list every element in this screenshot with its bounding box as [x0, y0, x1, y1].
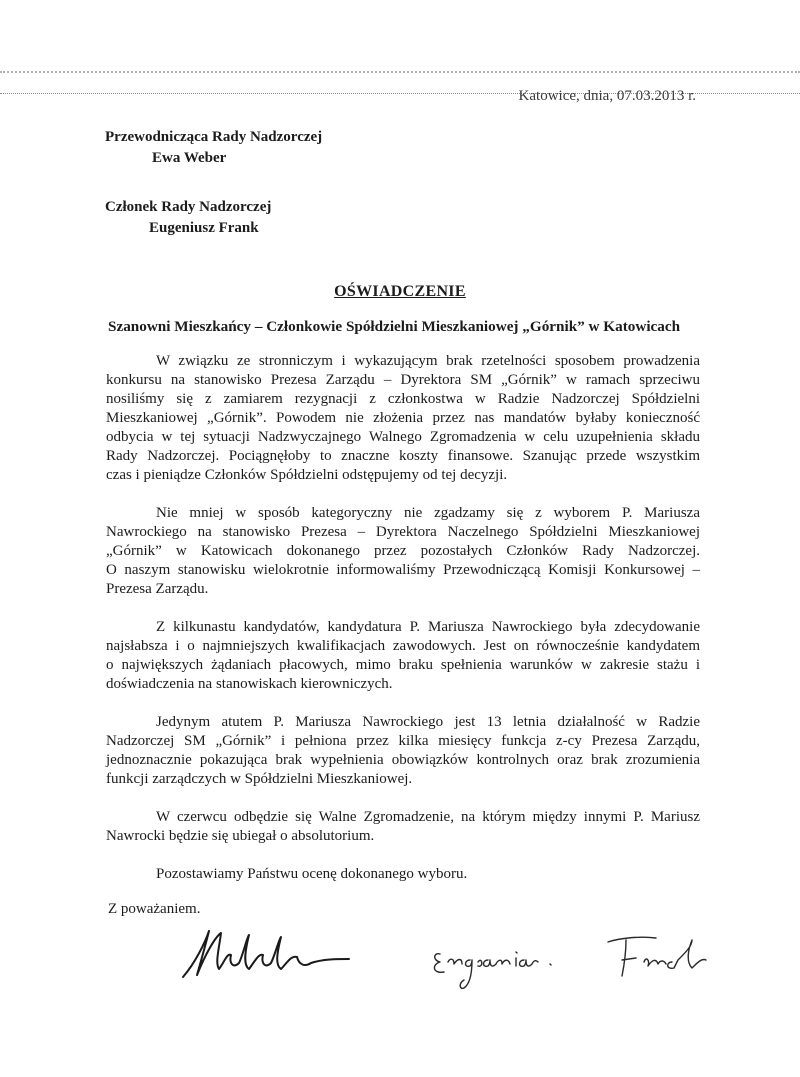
- paragraph-line: Nie mniej w sposób kategoryczny nie zgadzamy się z wyborem P. Mariusza: [156, 505, 700, 521]
- body-paragraph: [106, 865, 700, 884]
- addressee-name: Ewa Weber: [152, 150, 227, 166]
- paragraph-line: O naszym stanowisku wielokrotnie informowaliśmy Przewodniczącą Komisji Konkursowej –: [106, 562, 700, 578]
- paragraph-line: odbycia w tej sytuacji Nadzwyczajnego Walnego Zgromadzenia w celu uzupełnienia składu: [106, 429, 700, 445]
- document-title: OŚWIADCZENIE: [334, 283, 466, 300]
- paragraph-line: Prezesa Zarządu.: [106, 581, 209, 597]
- addressee-name: Eugeniusz Frank: [149, 220, 259, 236]
- paragraph-line: doświadczenia na stanowiskach kierowniczych.: [106, 676, 393, 692]
- addressee-member: [105, 197, 271, 239]
- body-paragraph: [106, 352, 700, 485]
- paragraph-line: nosiliśmy się z zamiarem rezygnacji z członkostwa w Radzie Nadzorczej Spółdzielni: [106, 391, 700, 407]
- body-paragraph: [106, 713, 700, 789]
- paragraph-line: Jedynym atutem P. Mariusza Nawrockiego jest 13 letnia działalność w Radzie: [156, 714, 700, 730]
- paragraph-line: Pozostawiamy Państwu ocenę dokonanego wyboru.: [156, 866, 468, 882]
- paragraph-line: Mieszkaniowej „Górnik”. Powodem nie złożenia przez nas mandatów byłaby konieczność: [106, 410, 700, 426]
- paragraph-line: Nawrockiego na stanowisko Prezesa – Dyrektora Naczelnego Spółdzielni Mieszkaniowej: [106, 524, 700, 540]
- paragraph-line: W związku ze stronniczym i wykazującym brak rzetelności sposobem prowadzenia: [156, 353, 700, 369]
- addressee-role: Przewodnicząca Rady Nadzorczej: [105, 129, 323, 145]
- signature-frank: [430, 932, 720, 994]
- paragraph-line: o największych żądaniach płacowych, mimo braku spełnienia warunków w zakresie stażu i: [106, 657, 700, 673]
- paragraph-line: czas i pieniądze Członków Spółdzielni odstępujemy od tej decyzji.: [106, 467, 508, 483]
- paragraph-line: funkcji zarządczych w Spółdzielni Mieszkaniowej.: [106, 771, 413, 787]
- scan-artifact-line: [0, 71, 800, 73]
- paragraph-line: W czerwcu odbędzie się Walne Zgromadzenie, na którym między innymi P. Mariusz: [156, 809, 700, 825]
- paragraph-line: Rady Nadzorczej. Pociągnęłoby to znaczne koszty finansowe. Szanując przede wszystkim: [106, 448, 700, 464]
- date-line: Katowice, dnia, 07.03.2013 r.: [518, 88, 696, 104]
- body-paragraph: [106, 618, 700, 694]
- signature-weber: [175, 925, 355, 985]
- paragraph-line: Nadzorczej SM „Górnik” i pełniona przez kilka miesięcy funkcja z-cy Prezesa Zarządu,: [106, 733, 700, 749]
- paragraph-line: jednoznacznie pokazująca brak wypełnienia obowiązków kontrolnych oraz brak zrozumienia: [106, 752, 700, 768]
- paragraph-line: Nawrocki będzie się ubiegał o absolutorium.: [106, 828, 375, 844]
- body-paragraph: [106, 808, 700, 846]
- paragraph-line: konkursu na stanowisko Prezesa Zarządu – Dyrektora SM „Górnik” w ramach sprzeciwu: [106, 372, 700, 388]
- paragraph-line: Z kilkunastu kandydatów, kandydatura P. Mariusza Nawrockiego była zdecydowanie: [156, 619, 700, 635]
- paragraph-line: „Górnik” w Katowicach dokonanego przez pozostałych Członków Rady Nadzorczej.: [106, 543, 700, 559]
- salutation: Szanowni Mieszkańcy – Członkowie Spółdzielni Mieszkaniowej „Górnik” w Katowicach: [108, 318, 681, 335]
- addressee-role: Członek Rady Nadzorczej: [105, 199, 272, 215]
- paragraph-line: najsłabsza i o najmniejszych kwalifikacjach zawodowych. Jest on równocześnie kandydatem: [106, 638, 700, 654]
- letter-body: [106, 352, 700, 903]
- body-paragraph: [106, 504, 700, 599]
- addressee-chair: [105, 127, 322, 169]
- closing-phrase: Z poważaniem.: [108, 901, 201, 917]
